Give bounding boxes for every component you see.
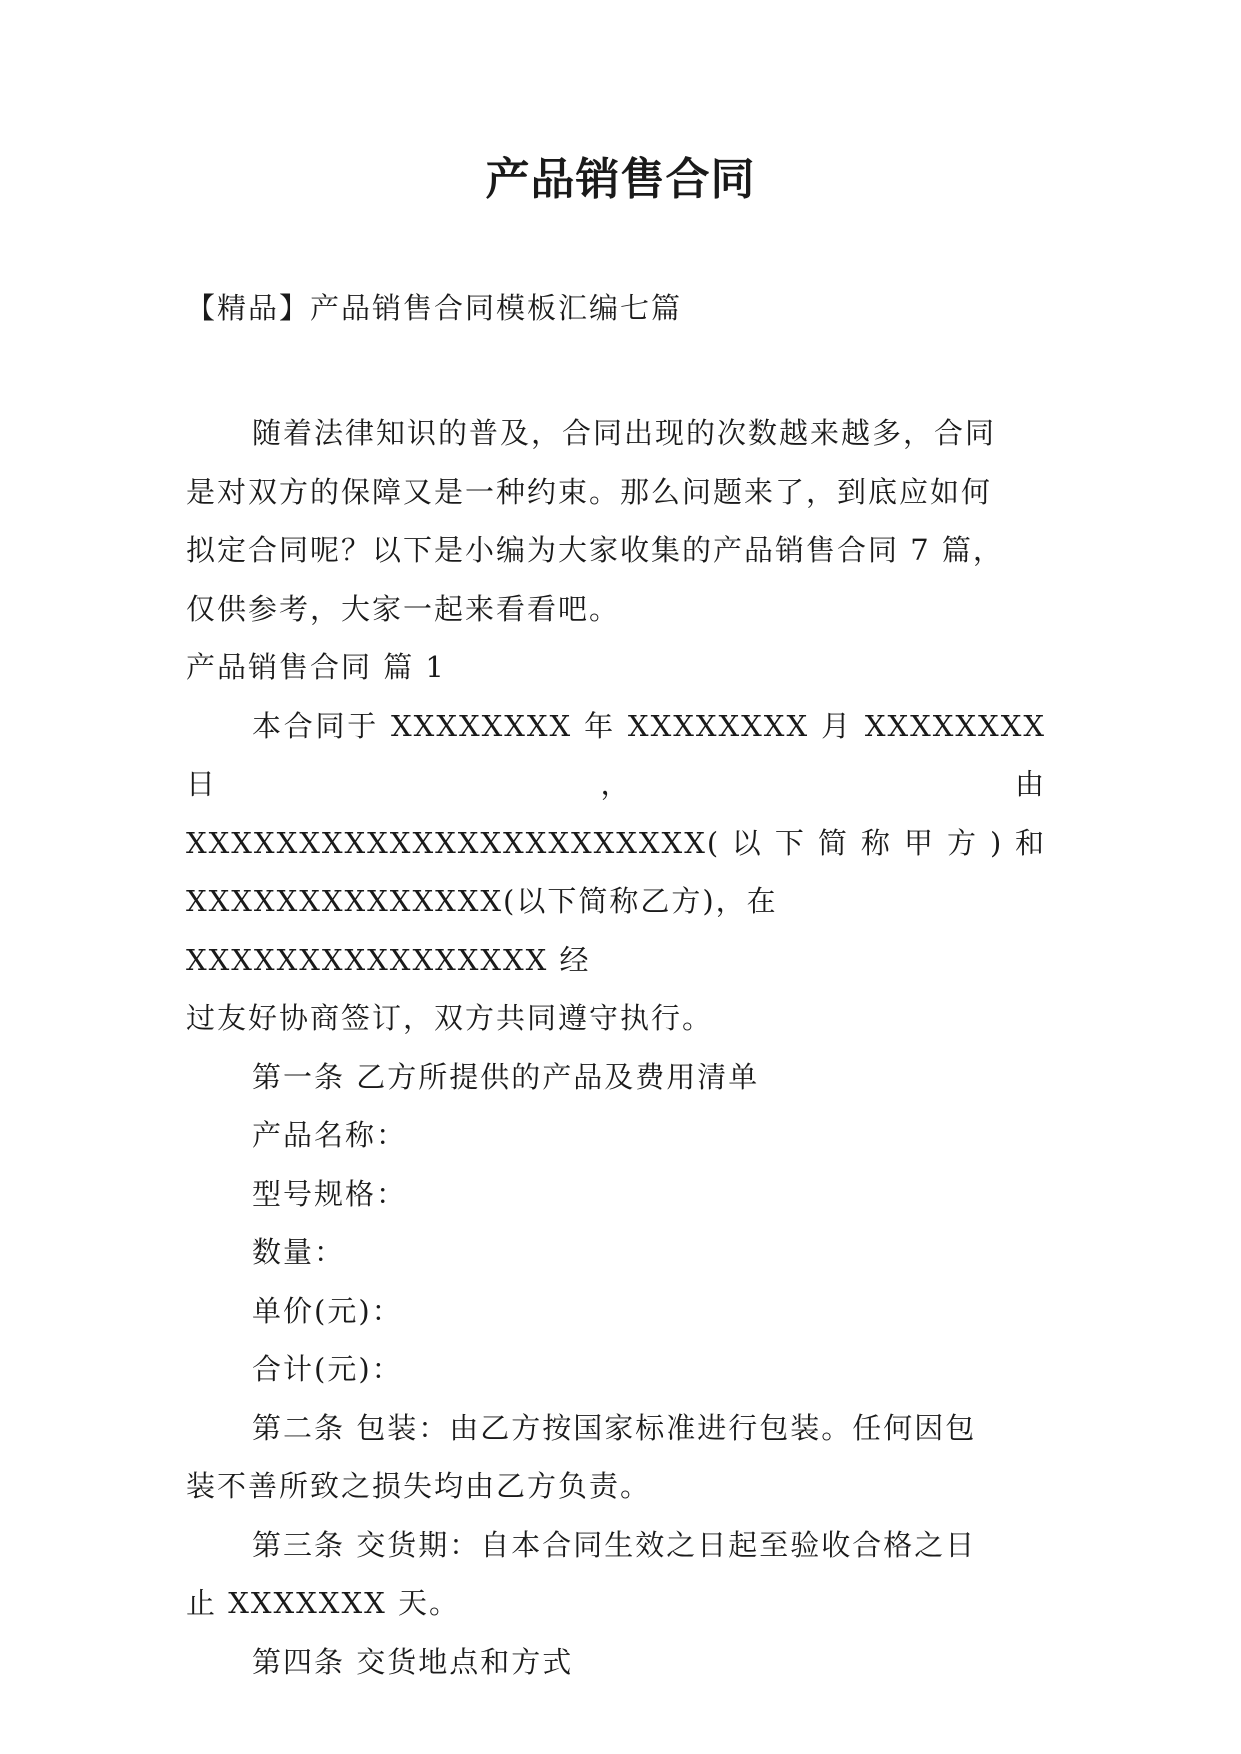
- document-title: 产品销售合同: [485, 154, 756, 205]
- article-2-line-2: 装不善所致之损失均由乙方负责。: [186, 1469, 652, 1503]
- intro-line-3: 拟定合同呢？以下是小编为大家收集的产品销售合同 7 篇，: [186, 533, 1004, 567]
- article-1-heading: 第一条 乙方所提供的产品及费用清单: [252, 1059, 760, 1094]
- field-unit-price: 单价(元)：: [252, 1293, 403, 1328]
- article-4-heading: 第四条 交货地点和方式: [252, 1644, 574, 1679]
- article-3-line-2: 止 XXXXXXX 天。: [186, 1586, 460, 1620]
- intro-line-4: 仅供参考，大家一起来看看吧。: [186, 591, 621, 626]
- field-product-name: 产品名称：: [252, 1118, 408, 1152]
- intro-line-2: 是对双方的保障又是一种约束。那么问题来了，到底应如何: [186, 474, 993, 509]
- preamble-line-3: XXXXXXXXXXXXXX(以下简称乙方)，在 XXXXXXXXXXXXXXXX 经: [186, 884, 778, 977]
- preamble-line-1: 本合同于 XXXXXXXX 年 XXXXXXXX 月 XXXXXXXX 日，由: [186, 708, 1046, 801]
- article-3-line-1: 第三条 交货期：自本合同生效之日起至验收合格之日: [252, 1527, 977, 1562]
- article-2-line-1: 第二条 包装：由乙方按国家标准进行包装。任何因包: [252, 1410, 977, 1445]
- intro-line-1: 随着法律知识的普及，合同出现的次数越来越多，合同: [252, 416, 997, 450]
- preamble-line-4: 过友好协商签订，双方共同遵守执行。: [186, 1001, 714, 1035]
- field-quantity: 数量：: [252, 1235, 346, 1269]
- field-model-spec: 型号规格：: [252, 1176, 408, 1211]
- document-subtitle: 【精品】产品销售合同模板汇编七篇: [186, 291, 683, 325]
- section-heading: 产品销售合同 篇 1: [186, 650, 446, 684]
- preamble-line-2: XXXXXXXXXXXXXXXXXXXXXXX( 以 下 简 称 甲 方 ) 和: [186, 825, 1046, 860]
- field-total: 合计(元)：: [252, 1352, 403, 1386]
- document-body: [186, 404, 1046, 1691]
